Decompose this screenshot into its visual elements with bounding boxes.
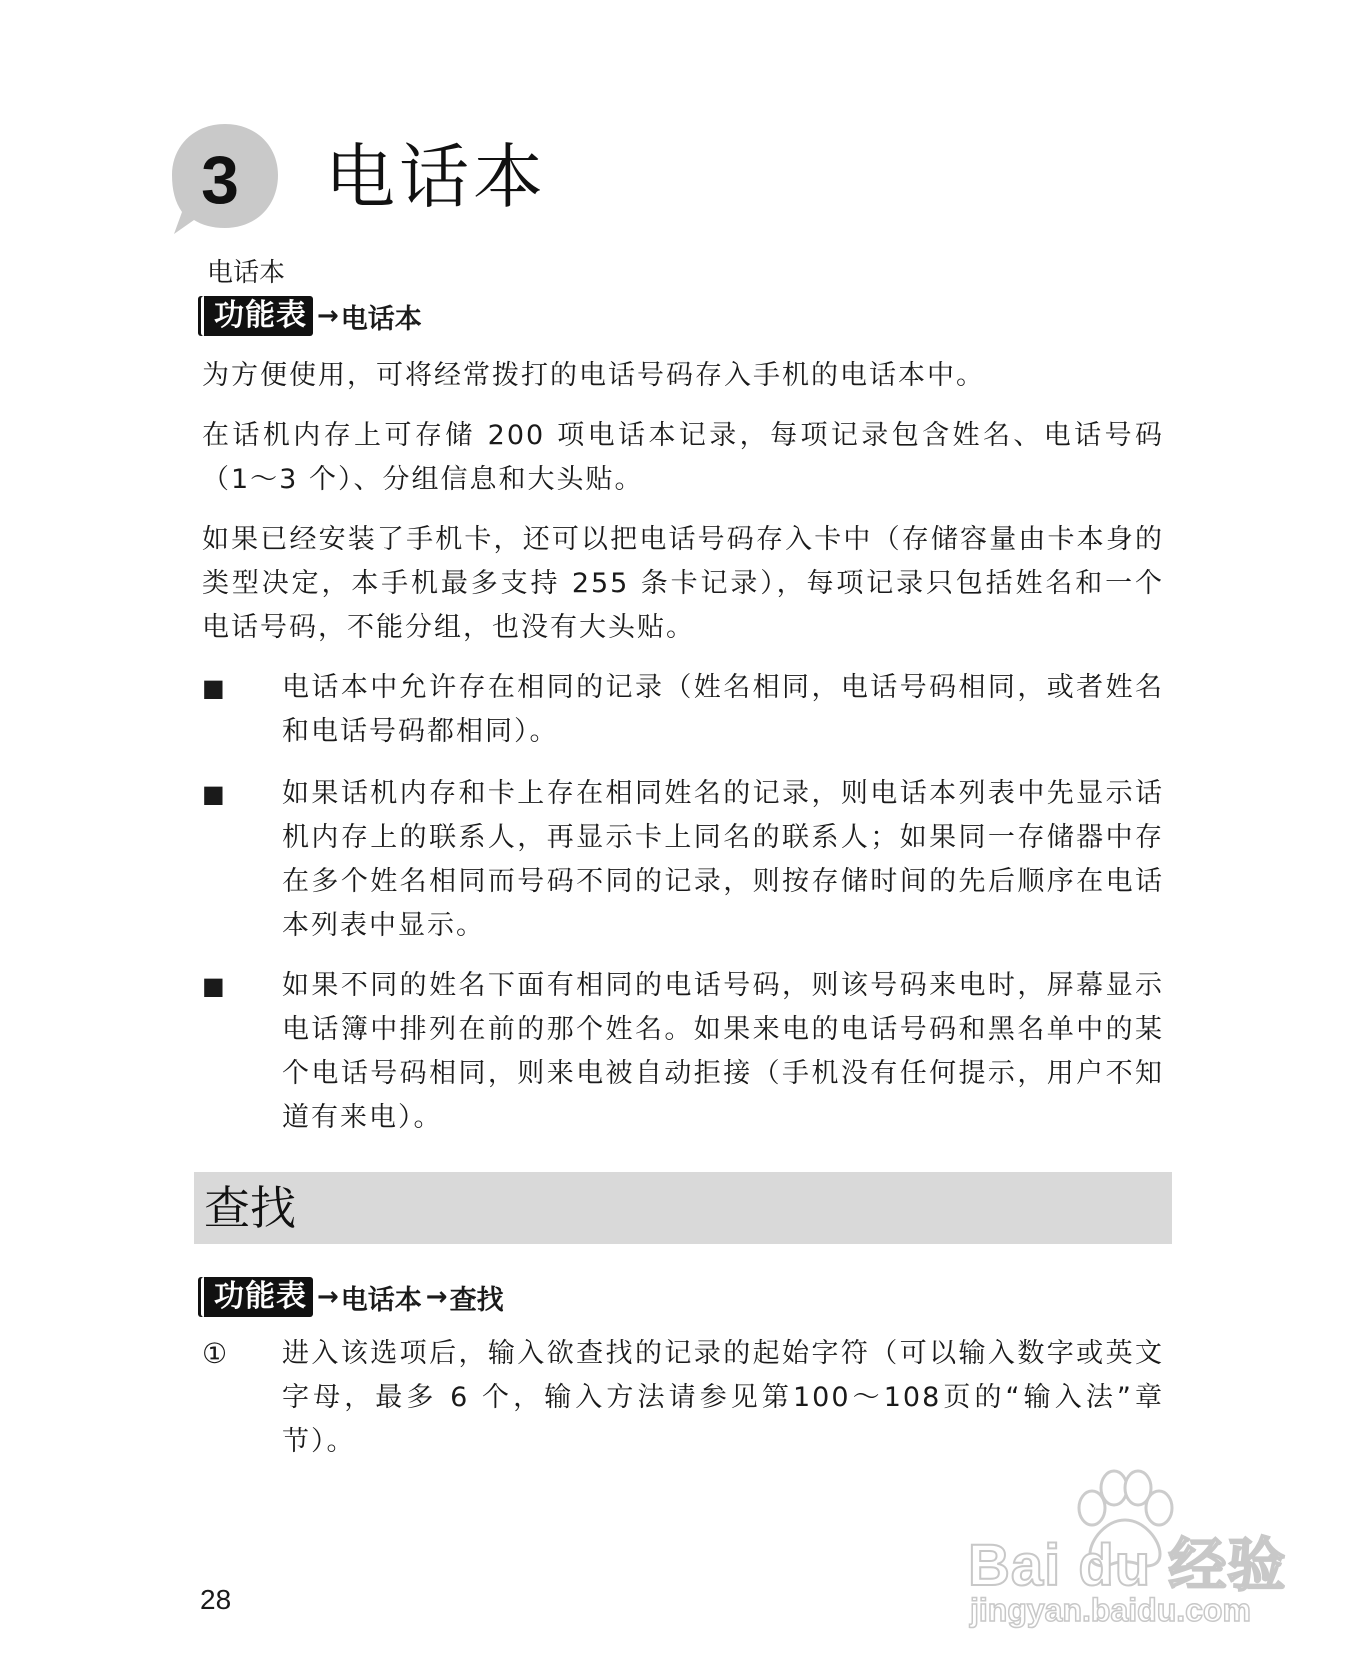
chapter-number: 3	[201, 142, 239, 218]
list-item	[202, 772, 1164, 948]
square-bullet-icon: ■	[202, 780, 225, 808]
step-text: 进入该选项后，输入欲查找的记录的起始字符（可以输入数字或英文字母，最多 6 个，输入方法请参见第100～108页的“输入法”章节）。	[282, 1338, 1164, 1457]
section-title: 查找	[204, 1181, 296, 1235]
arrow-icon: →	[317, 301, 339, 331]
chapter-title: 电话本	[325, 136, 547, 218]
arrow-icon: →	[317, 1282, 339, 1312]
menu-path-item: 电话本	[340, 1284, 422, 1316]
intro-paragraph: 在话机内存上可存储 200 项电话本记录，每项记录包含姓名、电话号码（1～3 个）、分组信息和大头贴。	[202, 420, 1164, 495]
section-header-bar	[194, 1172, 1172, 1244]
intro-paragraph: 如果已经安装了手机卡，还可以把电话号码存入卡中（存储容量由卡本身的类型决定，本手机最多支持 255 条卡记录），每项记录只包括姓名和一个电话号码，不能分组，也没有大头贴。	[202, 524, 1164, 643]
square-bullet-icon: ■	[202, 674, 225, 702]
watermark-url: jingyan.baidu.com	[970, 1592, 1251, 1628]
watermark-brand: Bai du 经验	[968, 1533, 1287, 1598]
section-label: 电话本	[207, 258, 286, 288]
square-bullet-icon: ■	[202, 972, 225, 1000]
step-number: ①	[202, 1337, 228, 1370]
list-item	[202, 964, 1164, 1140]
menu-key-badge: 功能表	[201, 1277, 313, 1317]
step-item	[202, 1332, 1164, 1464]
intro-paragraph: 为方便使用，可将经常拨打的电话号码存入手机的电话本中。	[202, 360, 985, 391]
list-item-text: 如果不同的姓名下面有相同的电话号码，则该号码来电时，屏幕显示电话簿中排列在前的那个姓名。如果来电的电话号码和黑名单中的某个电话号码相同，则来电被自动拒接（手机没有任何提示，用户不知道有来电）。	[282, 970, 1164, 1133]
list-item-text: 电话本中允许存在相同的记录（姓名相同，电话号码相同，或者姓名和电话号码都相同）。	[282, 672, 1164, 747]
page-number: 28	[200, 1584, 232, 1615]
list-item-text: 如果话机内存和卡上存在相同姓名的记录，则电话本列表中先显示话机内存上的联系人，再显示卡上同名的联系人；如果同一存储器中存在多个姓名相同而号码不同的记录，则按存储时间的先后顺序在电话本列表中显示。	[282, 778, 1164, 941]
arrow-icon: →	[425, 1282, 448, 1312]
menu-path	[201, 295, 422, 337]
menu-path-item: 查找	[449, 1284, 504, 1316]
menu-path	[201, 1276, 504, 1318]
menu-key-badge: 功能表	[201, 296, 313, 336]
list-item	[202, 666, 1164, 754]
menu-path-item: 电话本	[340, 303, 422, 335]
